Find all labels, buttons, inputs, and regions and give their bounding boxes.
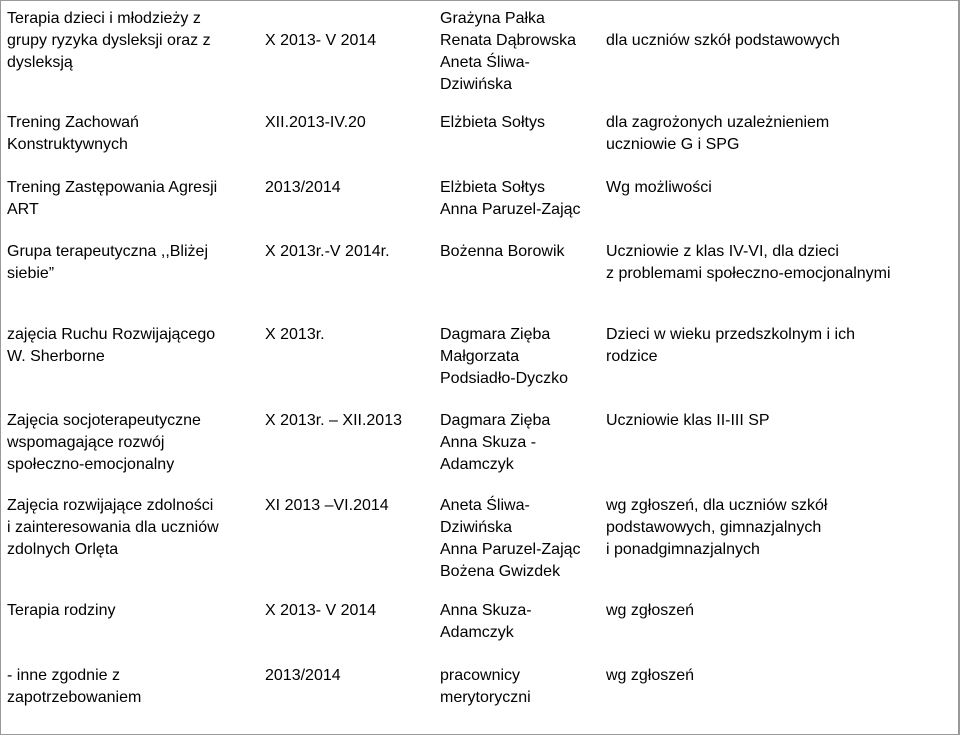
table-cell-leaders: Elżbieta Sołtys Anna Paruzel-Zając bbox=[440, 179, 581, 218]
table-cell-program: Trening Zastępowania Agresji ART bbox=[7, 179, 218, 218]
table-cell-target: Uczniowie z klas IV-VI, dla dzieci z problemami społeczno-emocjonalnymi bbox=[606, 243, 891, 282]
table-cell-term: 2013/2014 bbox=[265, 667, 341, 684]
table-cell-term: X 2013r. bbox=[265, 326, 325, 343]
table-cell-target: dla uczniów szkół podstawowych bbox=[606, 32, 840, 49]
table-cell-leaders: pracownicy merytoryczni bbox=[440, 667, 531, 706]
table-right-border bbox=[958, 1, 959, 734]
table-cell-term: X 2013r. – XII.2013 bbox=[265, 412, 402, 429]
table-cell-term: 2013/2014 bbox=[265, 179, 341, 196]
table-cell-leaders: Grażyna Pałka Renata Dąbrowska Aneta Śliwa- Dziwińska bbox=[440, 10, 577, 93]
table-cell-term: X 2013- V 2014 bbox=[265, 602, 377, 619]
table-cell-target: Uczniowie klas II-III SP bbox=[606, 412, 770, 429]
table-cell-term: XI 2013 –VI.2014 bbox=[265, 497, 389, 514]
table-cell-leaders: Aneta Śliwa- Dziwińska Anna Paruzel-Zając Bożena Gwizdek bbox=[440, 497, 581, 580]
table-cell-term: X 2013- V 2014 bbox=[265, 32, 377, 49]
table-cell-target: wg zgłoszeń bbox=[606, 667, 695, 684]
table-cell-leaders: Elżbieta Sołtys bbox=[440, 114, 545, 131]
table-cell-leaders: Bożenna Borowik bbox=[440, 243, 565, 260]
table-cell-target: dla zagrożonych uzależnieniem uczniowie G i SPG bbox=[606, 114, 830, 153]
table-cell-target: wg zgłoszeń bbox=[606, 602, 695, 619]
table-cell-program: Zajęcia rozwijające zdolności i zainteresowania dla uczniów zdolnych Orlęta bbox=[7, 497, 219, 558]
table-cell-term: X 2013r.-V 2014r. bbox=[265, 243, 390, 260]
table-cell-program: Terapia dzieci i młodzieży z grupy ryzyka dysleksji oraz z dysleksją bbox=[7, 10, 211, 71]
table-cell-term: XII.2013-IV.20 bbox=[265, 114, 366, 131]
table-cell-target: wg zgłoszeń, dla uczniów szkół podstawowych, gimnazjalnych i ponadgimnazjalnych bbox=[606, 497, 828, 558]
table-cell-program: zajęcia Ruchu Rozwijającego W. Sherborne bbox=[7, 326, 216, 365]
table-cell-leaders: Dagmara Zięba Anna Skuza - Adamczyk bbox=[440, 412, 551, 473]
table-cell-leaders: Anna Skuza- Adamczyk bbox=[440, 602, 532, 641]
table-cell-program: Zajęcia socjoterapeutyczne wspomagające rozwój społeczno-emocjonalny bbox=[7, 412, 201, 473]
table-cell-leaders: Dagmara Zięba Małgorzata Podsiadło-Dyczko bbox=[440, 326, 569, 387]
table-cell-program: - inne zgodnie z zapotrzebowaniem bbox=[7, 667, 142, 706]
table-cell-program: Trening Zachowań Konstruktywnych bbox=[7, 114, 139, 153]
table-cell-program: Terapia rodziny bbox=[7, 602, 116, 619]
table-cell-target: Wg możliwości bbox=[606, 179, 712, 196]
table-cell-program: Grupa terapeutyczna ,,Bliżej siebie” bbox=[7, 243, 208, 282]
table-cell-target: Dzieci w wieku przedszkolnym i ich rodzice bbox=[606, 326, 855, 365]
